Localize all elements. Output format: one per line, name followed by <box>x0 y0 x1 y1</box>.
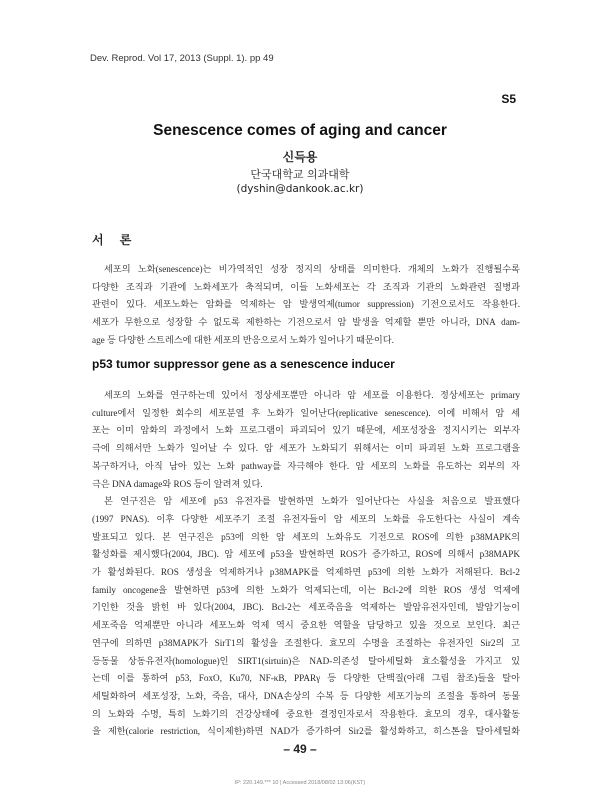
text-line: 등동물 상동유전자(homologue)인 SIRT1(sirtuin)은 NAD-의존성 탈아세틸화 효소활성을 가지고 있 <box>92 655 520 666</box>
text-line: 극은 DNA damage와 ROS 등이 알려져 있다. <box>92 478 263 489</box>
text-line: 세포의 노화(senescence)는 비가역적인 성장 정지의 상태를 의미한다. 개체의 노화가 진행될수록 <box>104 264 520 274</box>
access-footer: IP: 220.149.*** 10 | Accessed 2018/08/02 13:06(KST) <box>234 780 366 786</box>
intro-paragraph <box>92 261 520 350</box>
text-line: 의 노화와 수명, 특히 노화기의 건강상태에 중요한 결정인자로서 작용한다. 효모의 경우, 대사활동 <box>92 708 520 719</box>
text-line: 활성화를 제시했다(2004, JBC). 암 세포에 p53을 발현하면 ROS가 증가하고, ROS에 의해서 p38MAPK <box>92 549 520 560</box>
text-line: 극에 의해서만 노화가 일어날 수 있다. 암 세포가 노화되기 위해서는 이미 파괴된 노화 프로그램을 <box>92 443 520 454</box>
text-line: (1997 PNAS). 이후 다양한 세포주기 조절 유전자들이 암 세포의 노화를 유도한다는 사실이 계속 <box>92 513 520 524</box>
text-line: 복구하거나, 아직 남아 있는 노화 pathway를 자극해야 한다. 암 세포의 노화를 유도하는 외부의 자 <box>92 460 520 471</box>
section-code: S5 <box>501 92 516 106</box>
text-line: 다양한 조직과 기관에 노화세포가 축적되며, 이들 노화세포는 각 조직과 기관의 노화관련 질병과 <box>92 281 520 292</box>
text-line: 는데 이를 통하여 p53, FoxO, Ku70, NF-κB, PPARγ 등 다양한 단백질(아래 그림 참조)들을 탈아 <box>92 673 520 684</box>
text-line: 세포의 노화를 연구하는데 있어서 정상세포뿐만 아니라 암 세포를 이용한다. 정상세포는 primary <box>104 390 520 400</box>
text-line: 발표되고 있다. 본 연구진은 p53에 의한 암 세포의 노화유도 기전으로 ROS에 의한 p38MAPK의 <box>92 531 520 542</box>
text-line: 세포죽음 억제뿐만 아니라 세포노화 억제 역시 중요한 역할을 담당하고 있을 것으로 보인다. 최근 <box>92 620 520 631</box>
text-line: 가 활성화된다. ROS 생성을 억제하거나 p38MAPK를 억제하면 p53에 의한 노화가 저해된다. Bcl-2 <box>92 567 520 578</box>
author-name: 신득용 <box>282 150 318 164</box>
text-line: age 등 다양한 스트레스에 대한 세포의 반응으로서 노화가 일어나기 때문이다. <box>92 334 394 345</box>
journal-citation: Dev. Reprod. Vol 17, 2013 (Suppl. 1). pp 49 <box>90 53 274 64</box>
text-line: 세틸화하여 세포성장, 노화, 죽음, 대사, DNA손상의 수복 등 다양한 세포기능의 조절을 통하여 동물 <box>92 690 520 701</box>
page-number: – 49 – <box>283 742 317 756</box>
author-affiliation: 단국대학교 의과대학 <box>250 168 350 181</box>
text-line: 세포가 무한으로 성장할 수 없도록 제한하는 기전으로서 암 발생을 억제할 뿐만 아니라, DNA dam- <box>92 317 520 328</box>
text-line: 기인한 것을 밝힌 바 있다(2004, JBC). Bcl-2는 세포죽음을 억제하는 발암유전자인데, 발암기능이 <box>92 602 520 613</box>
text-line: 을 제한(calorie restriction, 식이제한)하면 NAD가 증가하여 Sir2를 활성화하고, 히스톤을 탈아세틸화 <box>92 726 520 737</box>
article-title: Senescence comes of aging and cancer <box>153 122 447 139</box>
text-line: 본 연구진은 암 세포에 p53 유전자를 발현하면 노화가 일어난다는 사실을 처음으로 발표했다 <box>104 496 520 507</box>
intro-heading: 서 론 <box>92 233 138 247</box>
text-line: 연구에 의하면 p38MAPK가 SirT1의 활성을 조절한다. 효모의 수명을 조절하는 유전자인 Sir2의 고 <box>92 637 520 648</box>
p53-heading: p53 tumor suppressor gene as a senescence inducer <box>92 357 395 371</box>
text-line: 관련이 있다. 세포노화는 암화를 억제하는 암 발생억제(tumor suppression) 기전으로서도 작용한다. <box>92 299 520 310</box>
text-line: culture에서 일정한 회수의 세포분열 후 노화가 일어난다(replicative senescence). 이에 비해서 암 세 <box>92 407 520 418</box>
text-line: 포는 이미 암화의 과정에서 노화 프로그램이 파괴되어 있기 때문에, 세포성장을 정지시키는 외부자 <box>92 425 520 436</box>
text-line: family oncogene을 발현하면 p53에 의한 노화가 억제되는데, 이는 Bcl-2에 의한 ROS 생성 억제에 <box>92 584 520 595</box>
p53-paragraph <box>92 387 520 741</box>
author-email: (dyshin@dankook.ac.kr) <box>236 183 364 195</box>
